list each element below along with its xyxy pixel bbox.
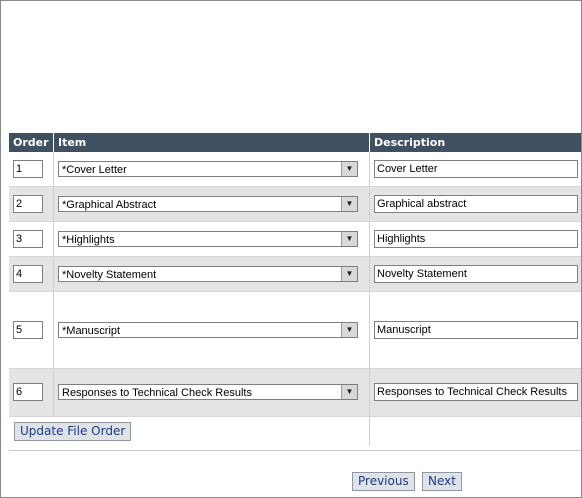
order-input[interactable] xyxy=(13,321,43,339)
description-column-header: Description xyxy=(370,133,582,152)
item-select-value: *Cover Letter xyxy=(62,163,127,176)
table-action-row xyxy=(9,416,582,446)
table-header-row xyxy=(9,133,582,152)
item-cell xyxy=(54,186,370,221)
chevron-down-icon[interactable]: ▼ xyxy=(341,267,357,281)
item-select[interactable] xyxy=(58,161,358,177)
order-cell xyxy=(9,152,54,186)
item-select[interactable] xyxy=(58,384,358,400)
item-cell xyxy=(54,221,370,256)
empty-cell xyxy=(370,416,582,446)
order-input[interactable] xyxy=(13,195,43,213)
divider xyxy=(9,450,581,451)
item-select-value: *Highlights xyxy=(62,233,115,246)
files-table xyxy=(9,133,582,446)
order-column-header: Order xyxy=(9,133,54,152)
item-select[interactable] xyxy=(58,231,358,247)
chevron-down-icon[interactable]: ▼ xyxy=(341,323,357,337)
description-input[interactable] xyxy=(374,321,578,339)
order-cell xyxy=(9,186,54,221)
item-select-value: *Novelty Statement xyxy=(62,268,157,281)
chevron-down-icon[interactable]: ▼ xyxy=(341,197,357,211)
description-cell xyxy=(370,368,582,416)
item-cell xyxy=(54,256,370,291)
order-cell xyxy=(9,368,54,416)
chevron-down-icon[interactable]: ▼ xyxy=(341,385,357,399)
description-input[interactable] xyxy=(374,160,578,178)
description-cell xyxy=(370,256,582,291)
item-select[interactable] xyxy=(58,196,358,212)
item-cell xyxy=(54,291,370,368)
table-row xyxy=(9,221,582,256)
item-column-header: Item xyxy=(54,133,370,152)
item-select[interactable] xyxy=(58,266,358,282)
previous-button[interactable]: Previous xyxy=(352,472,415,491)
item-cell xyxy=(54,152,370,186)
description-cell xyxy=(370,152,582,186)
item-select-value: *Manuscript xyxy=(62,324,121,337)
item-cell xyxy=(54,368,370,416)
description-input[interactable] xyxy=(374,230,578,248)
next-button[interactable]: Next xyxy=(422,472,462,491)
description-input[interactable] xyxy=(374,195,578,213)
order-input[interactable] xyxy=(13,160,43,178)
table-row xyxy=(9,152,582,186)
order-cell xyxy=(9,221,54,256)
table-row xyxy=(9,256,582,291)
chevron-down-icon[interactable]: ▼ xyxy=(341,162,357,176)
item-select[interactable] xyxy=(58,322,358,338)
item-select-value: *Graphical Abstract xyxy=(62,198,157,211)
description-cell xyxy=(370,291,582,368)
action-cell xyxy=(9,416,370,446)
order-input[interactable] xyxy=(13,230,43,248)
description-input[interactable] xyxy=(374,265,578,283)
description-input[interactable] xyxy=(374,383,578,401)
chevron-down-icon[interactable]: ▼ xyxy=(341,232,357,246)
description-cell xyxy=(370,186,582,221)
order-input[interactable] xyxy=(13,265,43,283)
order-cell xyxy=(9,256,54,291)
table-row xyxy=(9,291,582,368)
update-file-order-button[interactable]: Update File Order xyxy=(14,422,131,441)
table-row xyxy=(9,368,582,416)
description-cell xyxy=(370,221,582,256)
item-select-value: Responses to Technical Check Results xyxy=(62,387,252,399)
order-input[interactable] xyxy=(13,383,43,401)
table-row xyxy=(9,186,582,221)
order-cell xyxy=(9,291,54,368)
